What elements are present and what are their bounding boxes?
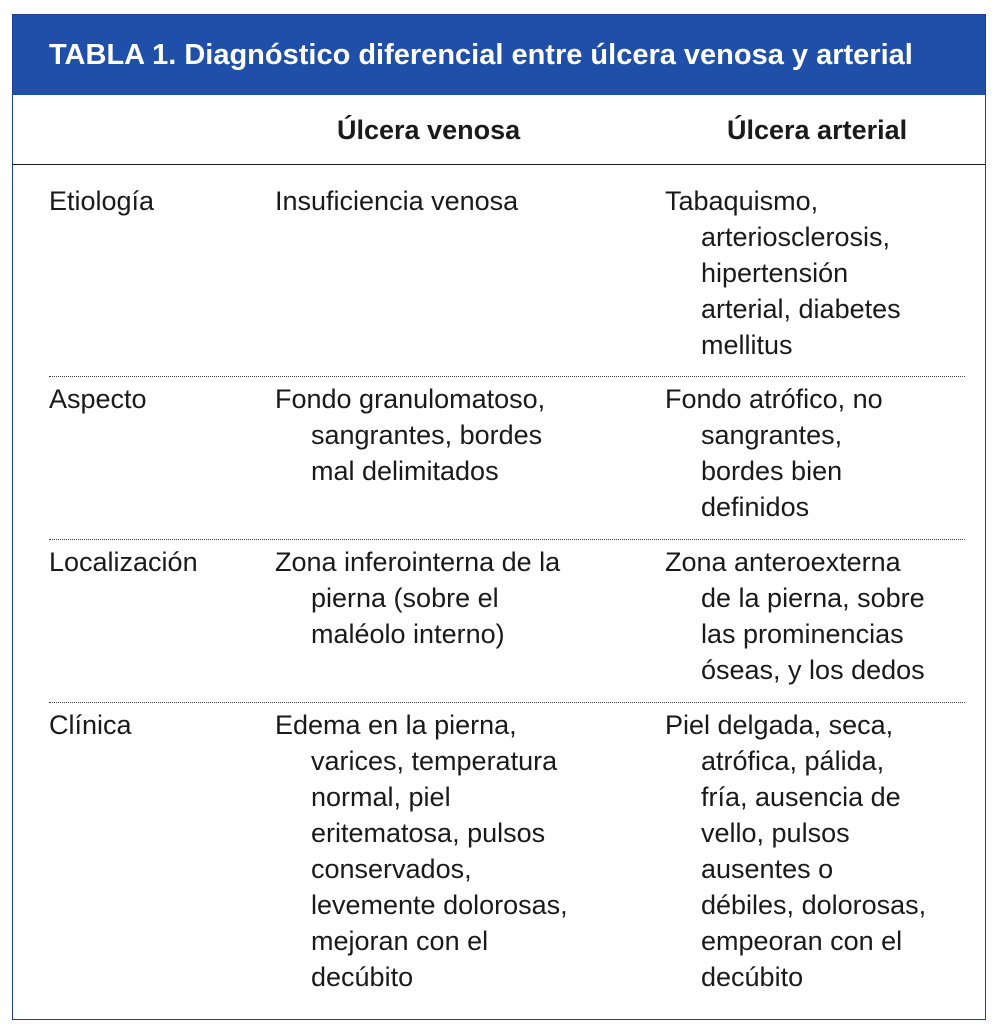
cell-text-line: fría, ausencia de [701,782,901,812]
cell-text-line: Tabaquismo, [665,186,819,216]
cell-text-line: de la pierna, sobre [701,583,925,613]
row-label: Etiología [49,186,155,216]
cell-text-line: eritematosa, pulsos [311,818,546,848]
header-arterial-ulcer: Úlcera arterial [727,115,908,145]
row-divider [49,539,965,540]
row-divider [49,702,965,703]
cell-text-line: bordes bien [701,456,843,486]
row-label: Aspecto [49,384,147,414]
venous-ulcer-cell [275,381,545,489]
cell-text-line: las prominencias [701,619,904,649]
cell-text-line: mal delimitados [311,456,499,486]
cell-text-line: débiles, dolorosas, [701,890,927,920]
cell-text-line: atrófica, pálida, [701,746,885,776]
cell-text-line: mellitus [701,330,793,360]
cell-text-line: vello, pulsos [701,818,850,848]
venous-ulcer-cell [275,544,560,652]
cell-text-line: normal, piel [311,782,451,812]
cell-text-line: Fondo atrófico, no [665,384,883,414]
cell-text-line: decúbito [311,962,414,992]
row-label: Clínica [49,710,132,740]
cell-text-line: hipertensión [701,258,849,288]
cell-text-line: sangrantes, [701,420,843,450]
cell-text-line: pierna (sobre el [311,583,499,613]
cell-text-line: arteriosclerosis, [701,222,891,252]
cell-text-line: Fondo granulomatoso, [275,384,546,414]
cell-text-line: ausentes o [701,854,834,884]
cell-text-line: levemente dolorosas, [311,890,568,920]
cell-text-line: varices, temperatura [311,746,558,776]
cell-text-line: óseas, y los dedos [701,655,925,685]
cell-text-line: empeoran con el [701,926,903,956]
arterial-ulcer-cell [665,544,925,688]
cell-text-line: Zona anteroexterna [665,547,901,577]
cell-text-line: Piel delgada, seca, [665,710,894,740]
arterial-ulcer-cell [665,381,883,525]
venous-ulcer-cell [275,707,568,995]
table-header-row [13,95,985,165]
cell-text-line: decúbito [701,962,804,992]
arterial-ulcer-cell [665,707,926,995]
cell-text-line: sangrantes, bordes [311,420,543,450]
header-venous-ulcer: Úlcera venosa [337,115,521,145]
cell-text-line: Zona inferointerna de la [275,547,561,577]
cell-text-line: Edema en la pierna, [275,710,517,740]
cell-text-line: definidos [701,492,810,522]
venous-ulcer-cell [275,183,518,219]
cell-text-line: Insuficiencia venosa [275,186,519,216]
cell-text-line: conservados, [311,854,472,884]
differential-diagnosis-table [12,14,986,1020]
cell-text-line: maléolo interno) [311,619,505,649]
table-title: TABLA 1. Diagnóstico diferencial entre úlcera venosa y arterial [13,15,985,95]
row-divider [49,376,965,377]
row-label: Localización [49,547,198,577]
cell-text-line: arterial, diabetes [701,294,901,324]
cell-text-line: mejoran con el [311,926,489,956]
arterial-ulcer-cell [665,183,901,363]
